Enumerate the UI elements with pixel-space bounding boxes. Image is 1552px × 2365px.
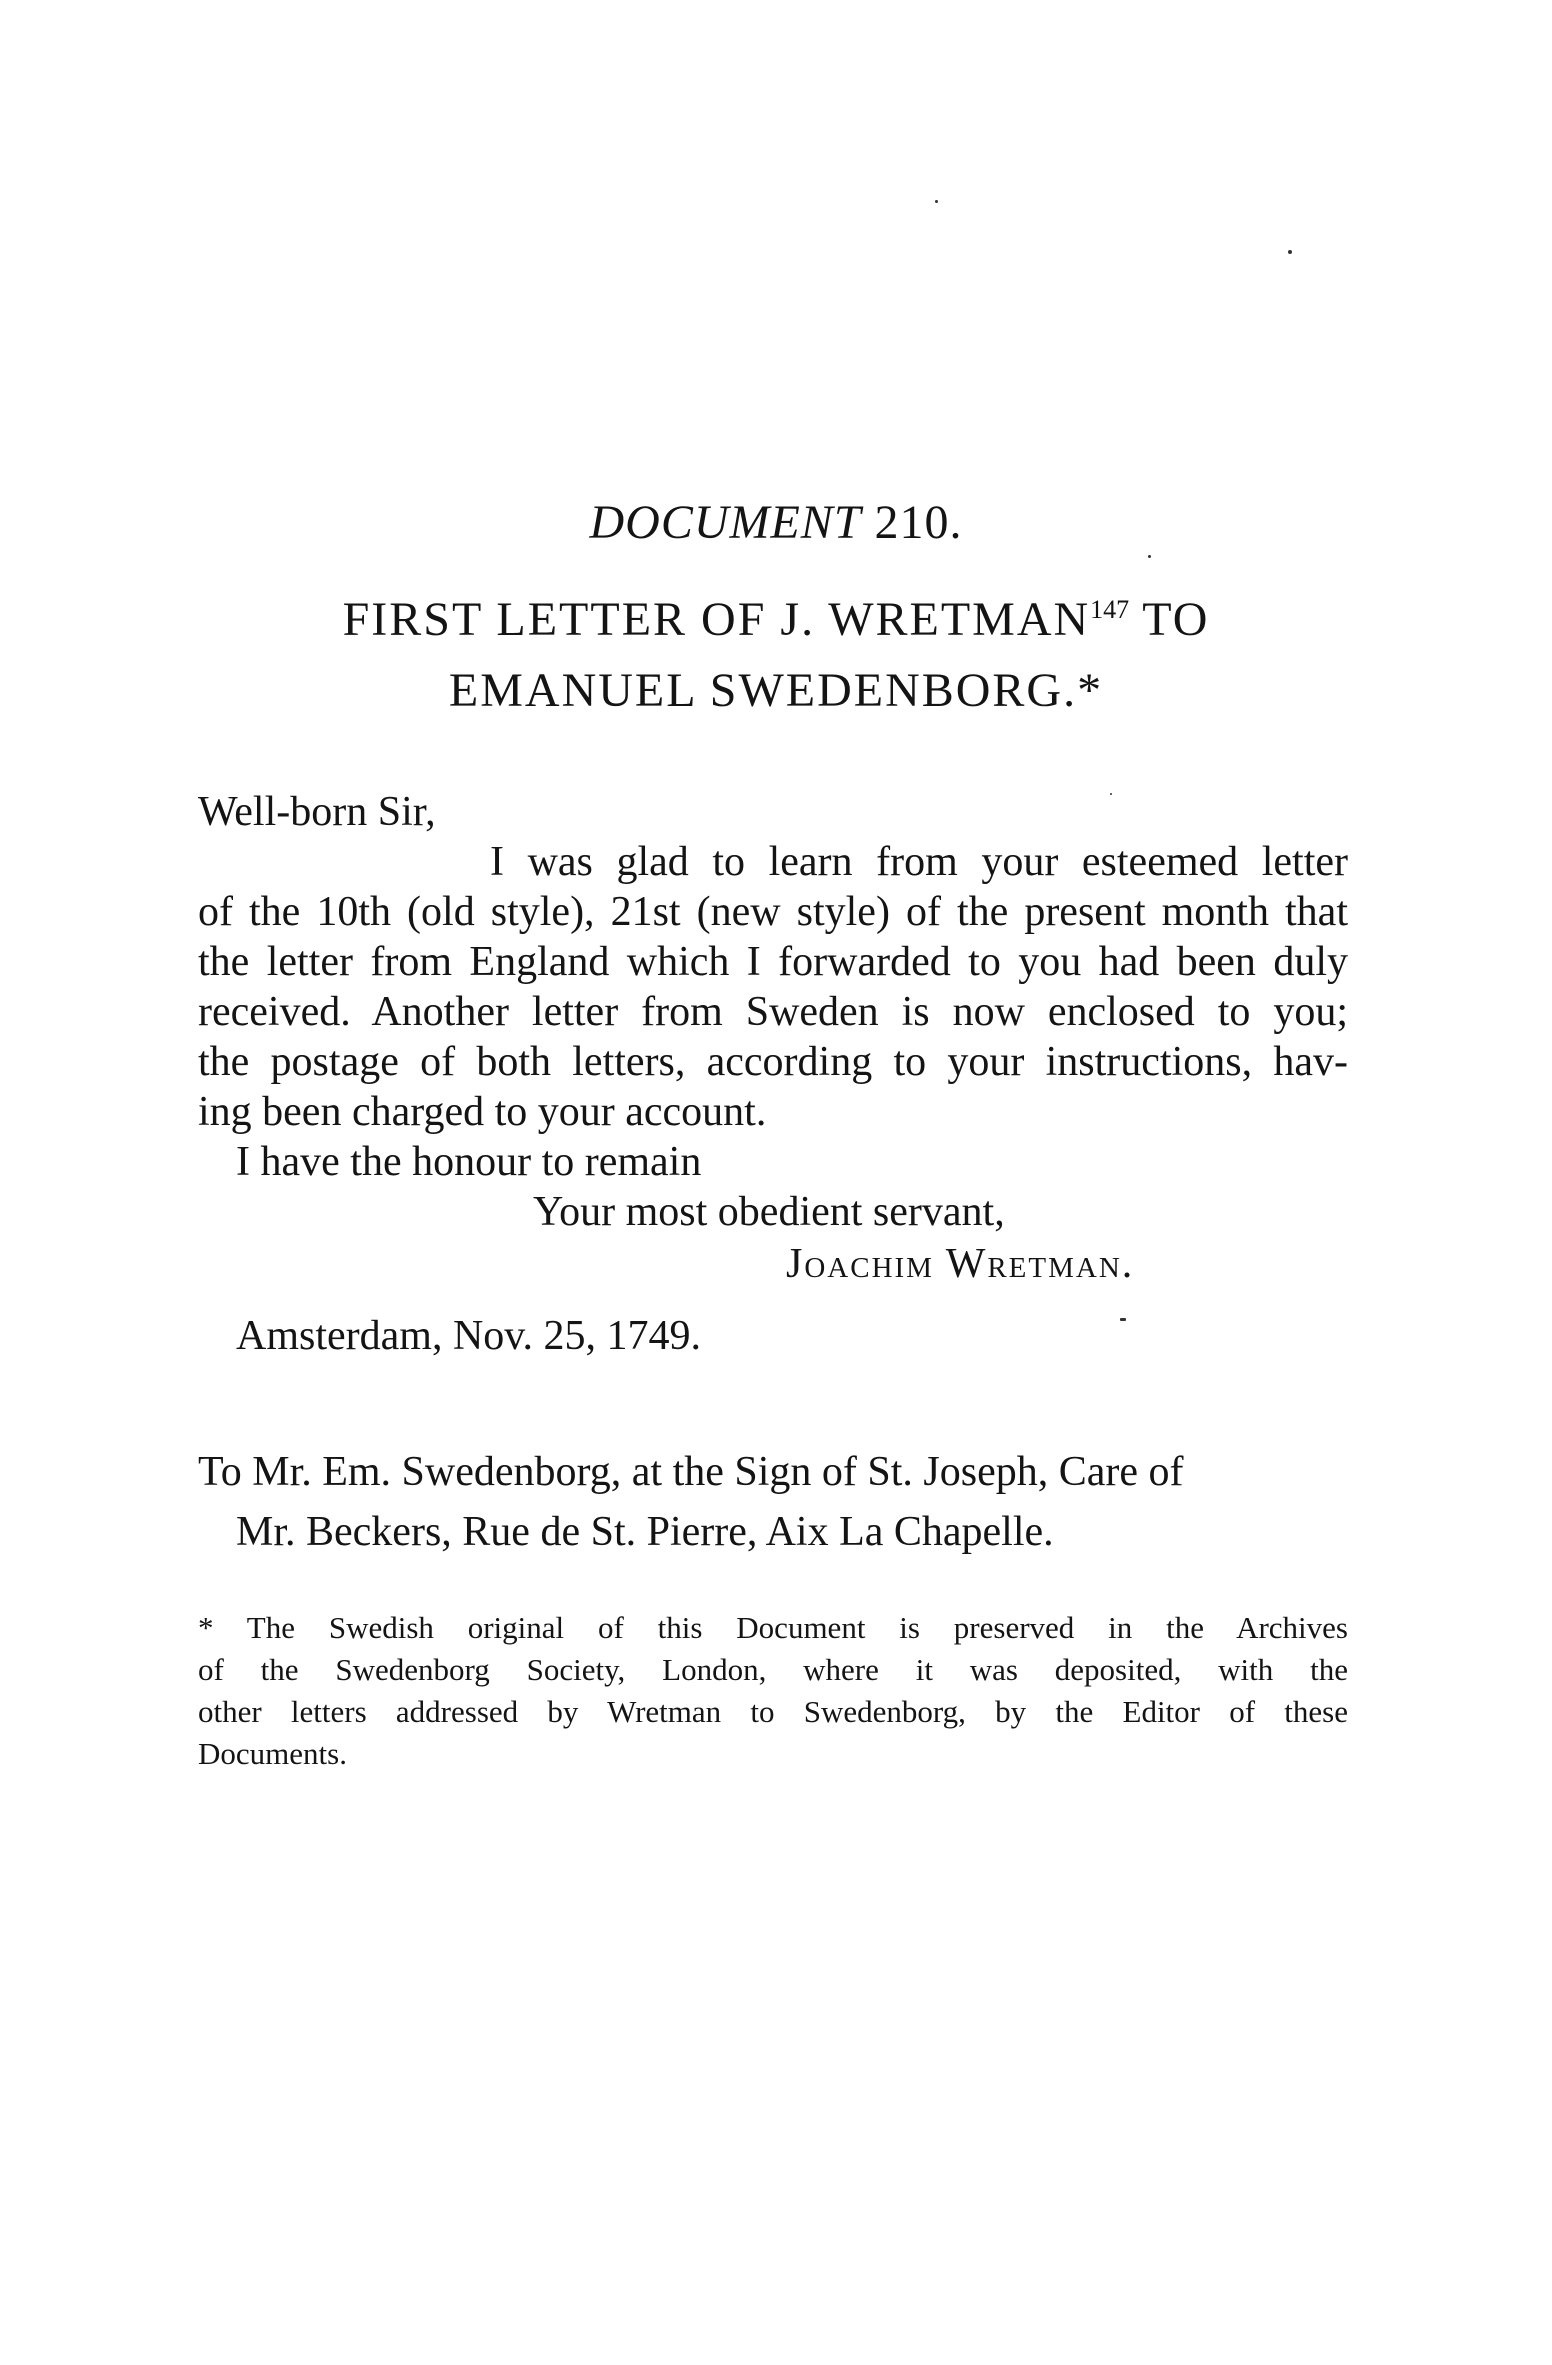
print-speck (935, 200, 938, 203)
print-speck (1120, 1318, 1126, 1321)
document-heading (0, 495, 1552, 550)
document-number: 210. (874, 496, 963, 549)
signature: Joachim Wretman. (786, 1241, 1135, 1287)
print-speck (1288, 250, 1292, 254)
address-line: To Mr. Em. Swedenborg, at the Sign of St. Joseph, Care of (198, 1449, 1184, 1495)
closing-line: I have the honour to remain (236, 1139, 702, 1185)
address-line: Mr. Beckers, Rue de St. Pierre, Aix La Chapelle. (236, 1509, 1054, 1555)
letter-body-line: I was glad to learn from your esteemed letter (490, 839, 1348, 885)
salutation: Well-born Sir, (198, 789, 436, 835)
letter-title-line-1 (0, 592, 1552, 647)
closing-line: Your most obedient servant, (533, 1189, 1005, 1235)
footnote-line: * The Swedish original of this Document is preserved in the Archives (198, 1610, 1348, 1645)
document-label: DOCUMENT (589, 496, 862, 549)
print-speck (1148, 555, 1151, 558)
letter-body-line: ing been charged to your account. (198, 1089, 767, 1135)
title-text: FIRST LETTER OF J. WRETMAN (342, 593, 1091, 646)
print-speck (1110, 793, 1112, 795)
letter-body-line: received. Another letter from Sweden is now enclosed to you; (198, 989, 1348, 1035)
footnote-line: other letters addressed by Wretman to Swedenborg, by the Editor of these (198, 1694, 1348, 1729)
title-end: TO (1129, 593, 1210, 646)
letter-title-line-2: EMANUEL SWEDENBORG.* (448, 664, 1104, 717)
place-and-date: Amsterdam, Nov. 25, 1749. (236, 1313, 702, 1359)
letter-body-line: the letter from England which I forwarded to you had been duly (198, 939, 1348, 985)
title-note-ref: 147 (1090, 595, 1130, 624)
letter-body-line: the postage of both letters, according to your instructions, hav- (198, 1039, 1348, 1085)
footnote-line: of the Swedenborg Society, London, where it was deposited, with the (198, 1652, 1348, 1687)
footnote-line: Documents. (198, 1736, 347, 1771)
letter-body-line: of the 10th (old style), 21st (new style) of the present month that (198, 889, 1348, 935)
